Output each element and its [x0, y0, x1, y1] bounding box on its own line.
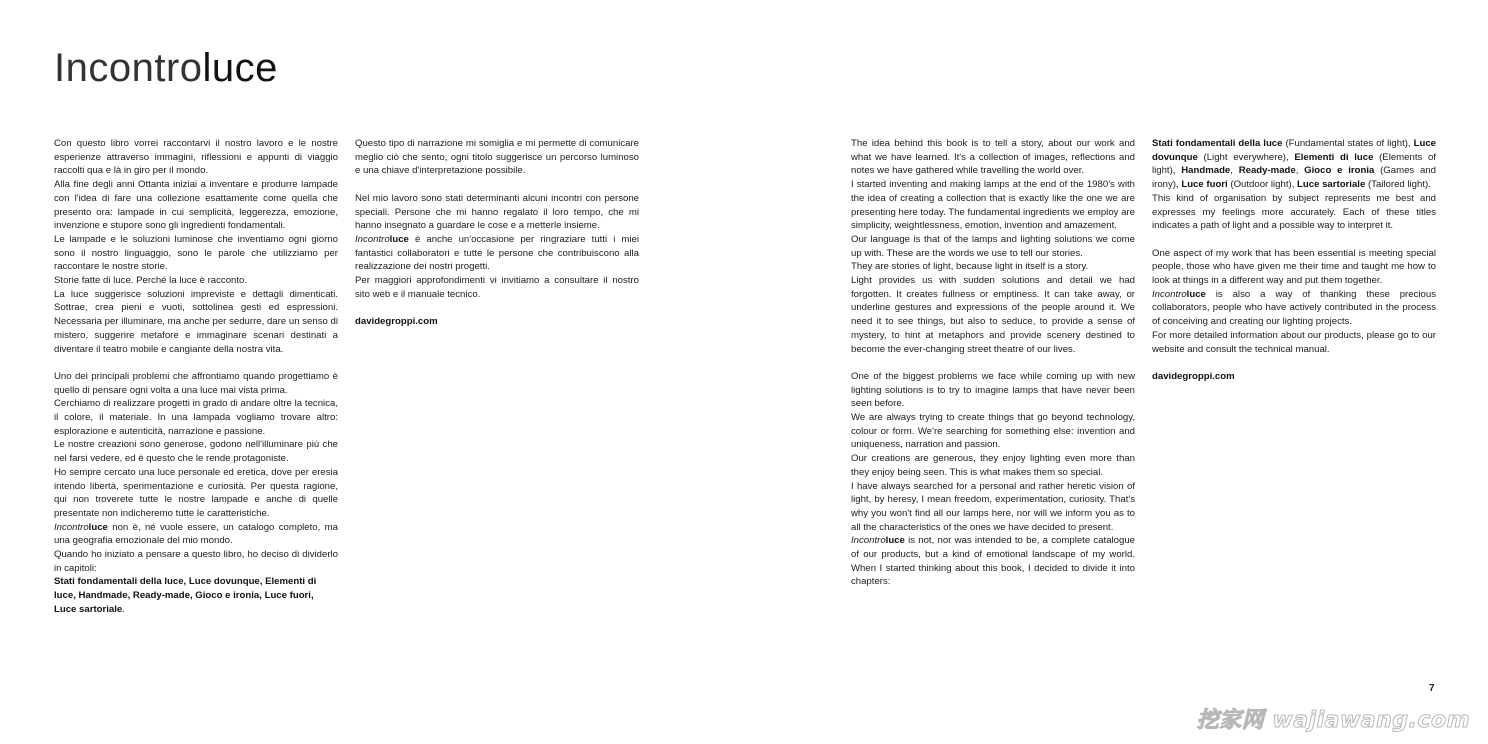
brand-light: Incontro	[1152, 288, 1187, 300]
paragraph: Con questo libro vorrei raccontarvi il nostro lavoro e le nostre esperienze attraverso immagini, riflessioni e appunti di viaggio raccolti qua e là in giro per il mondo.	[54, 138, 338, 177]
paragraph: One of the biggest problems we face while coming up with new lighting solutions is to try to imagine lamps that have never been seen before.	[851, 370, 1135, 410]
title-bold: luce	[202, 46, 278, 90]
paragraph: Incontroluce is not, nor was intended to be, a complete catalogue of our products, but a kind of emotional landscape of my world. When I started thinking about this book, I decided to divide it into chapters:	[851, 535, 1135, 588]
paragraph: Incontroluce è anche un'occasione per ringraziare tutti i miei fantastici collaboratori e tutte le persone che contribuiscono alla realizzazione dei nostri progetti.	[355, 233, 639, 273]
paragraph: One aspect of my work that has been essential is meeting special people, those who have given me their time and taught me how to look at things in a different way and put them together.	[1152, 247, 1436, 287]
brand-bold: luce	[885, 535, 905, 547]
paragraph: Questo tipo di narrazione mi somiglia e mi permette di comunicare meglio ciò che sento, ogni titolo suggerisce un percorso luminoso e una chiave d'interpretazione possibile.	[355, 138, 639, 177]
chapter-list: Stati fondamentali della luce, Luce dovunque, Elementi di luce, Handmade, Ready-made, Gioco e ironia, Luce fuori, Luce sartoriale.	[54, 576, 317, 615]
paragraph: Per maggiori approfondimenti vi invitiamo a consultare il nostro sito web e il manuale tecnico.	[355, 275, 639, 300]
paragraph: The idea behind this book is to tell a story, about our work and what we have learned. It's a collection of images, reflections and notes we have gathered while travelling the world over.	[851, 138, 1135, 177]
paragraph: Our creations are generous, they enjoy lighting even more than they enjoy being seen. This is what makes them so special.	[851, 453, 1135, 478]
watermark: 挖家网 wajiawang.com	[1196, 708, 1470, 733]
paragraph: Our language is that of the lamps and lighting solutions we come up with. These are the words we use to tell our stories.	[851, 233, 1135, 259]
paragraph: I started inventing and making lamps at the end of the 1980's with the idea of creating a collection that is exactly like the one we are presenting here today. The fundamental ingredients we employ are simplicity, weightlessness, emotion, invention and amazement.	[851, 179, 1135, 232]
paragraph: Le lampade e le soluzioni luminose che inventiamo ogni giorno sono il nostro linguaggio, sono le parole che utilizziamo per raccontare le nostre storie.	[54, 233, 338, 273]
chapter-list: Stati fondamentali della luce (Fundamental states of light), Luce dovunque (Light everywhere), Elementi di luce (Elements of light), Handmade, Ready-made, Gioco e ironia (Games and irony), Luce fuori (Outdoor light), Luce sartoriale (Tailored light).	[1152, 138, 1437, 191]
brand-bold: luce	[88, 521, 108, 533]
paragraph: Incontroluce is also a way of thanking these precious collaborators, people who have actively contributed in the process of conceiving and creating our lighting projects.	[1152, 288, 1436, 328]
brand-bold: luce	[389, 233, 409, 245]
brand-light: Incontro	[851, 535, 886, 547]
paragraph: This kind of organisation by subject represents me best and expresses my feelings more accurately. Each of these titles indicates a path of light and a possible way to interpret it.	[1152, 192, 1436, 232]
english-column-2	[1152, 137, 1436, 384]
paragraph: Ho sempre cercato una luce personale ed eretica, dove per eresia intendo libertà, sperimentazione e curiosità. Per questa ragione, qui non troverete tutte le nostre lampade e anche di quelle presentate non indicheremo tutte le caratteristiche.	[54, 466, 338, 519]
paragraph: For more detailed information about our products, please go to our website and consult the technical manual.	[1152, 329, 1436, 355]
paragraph: Incontroluce non è, né vuole essere, un catalogo completo, ma una geografia emozionale del mio mondo.	[54, 521, 338, 547]
paragraph: Nel mio lavoro sono stati determinanti alcuni incontri con persone speciali. Persone che mi hanno regalato il loro tempo, che mi hanno insegnato a guardare le cose e a metterle insieme.	[355, 192, 639, 232]
paragraph: Quando ho iniziato a pensare a questo libro, ho deciso di dividerlo in capitoli:	[54, 549, 338, 574]
paragraph: Alla fine degli anni Ottanta iniziai a inventare e produrre lampade con l'idea di fare una collezione esattamente come quella che presento ora: lampade in cui semplicità, leggerezza, emozione, invenzione e stupore sono gli ingredienti fondamentali.	[54, 179, 338, 232]
paragraph: Storie fatte di luce. Perché la luce è racconto.	[54, 275, 248, 287]
paragraph: We are always trying to create things that go beyond technology, colour or form. We're searching for something else: invention and uniqueness, narration and passion.	[851, 412, 1135, 451]
brand-light: Incontro	[355, 233, 390, 245]
paragraph: I have always searched for a personal and rather heretic vision of light, by heresy, I mean freedom, experimentation, curiosity. That's why you won't find all our lamps here, nor will we inform you as to all the characteristics of the ones we have decided to present.	[851, 480, 1135, 533]
paragraph: Cerchiamo di realizzare progetti in grado di andare oltre la tecnica, il colore, il materiale. In una lampada vogliamo trovare altro: esplorazione e autenticità, narrazione e passione.	[54, 398, 338, 437]
website-link[interactable]: davidegroppi.com	[1152, 370, 1235, 382]
paragraph: Light provides us with sudden solutions and detail we had forgotten. It creates fullness or emptiness. It can take away, or underline gestures and expressions of the people around it. We need it to see things, but also to seduce, to provide a sense of mystery, to hint at metaphors and provide scenery destined to become the ever-changing street theatre of our lives.	[851, 275, 1135, 355]
page-title	[54, 44, 278, 92]
title-light: Incontro	[54, 46, 203, 90]
paragraph: Uno dei principali problemi che affrontiamo quando progettiamo è quello di pensare ogni volta a una luce mai vista prima.	[54, 370, 338, 396]
website-link[interactable]: davidegroppi.com	[355, 316, 438, 328]
italian-column-1	[54, 137, 338, 617]
paragraph: La luce suggerisce soluzioni impreviste e dettagli dimenticati. Sottrae, crea pieni e vuoti, sottolinea gesti ed espressioni. Necessaria per illuminare, ma anche per sedurre, dare un senso di mistero, suggerire metafore e immaginare scenari destinati a diventare il teatro mobile e cangiante della nostra vita.	[54, 288, 338, 355]
paragraph: Le nostre creazioni sono generose, godono nell'illuminare più che nel farsi vedere, ed è questo che le rende protagoniste.	[54, 439, 338, 465]
paragraph: They are stories of light, because light in itself is a story.	[851, 261, 1089, 273]
brand-bold: luce	[1186, 288, 1206, 300]
english-column-1	[851, 137, 1135, 589]
brand-light: Incontro	[54, 521, 89, 533]
page-number: 7	[1429, 683, 1435, 694]
italian-column-2	[355, 137, 639, 329]
